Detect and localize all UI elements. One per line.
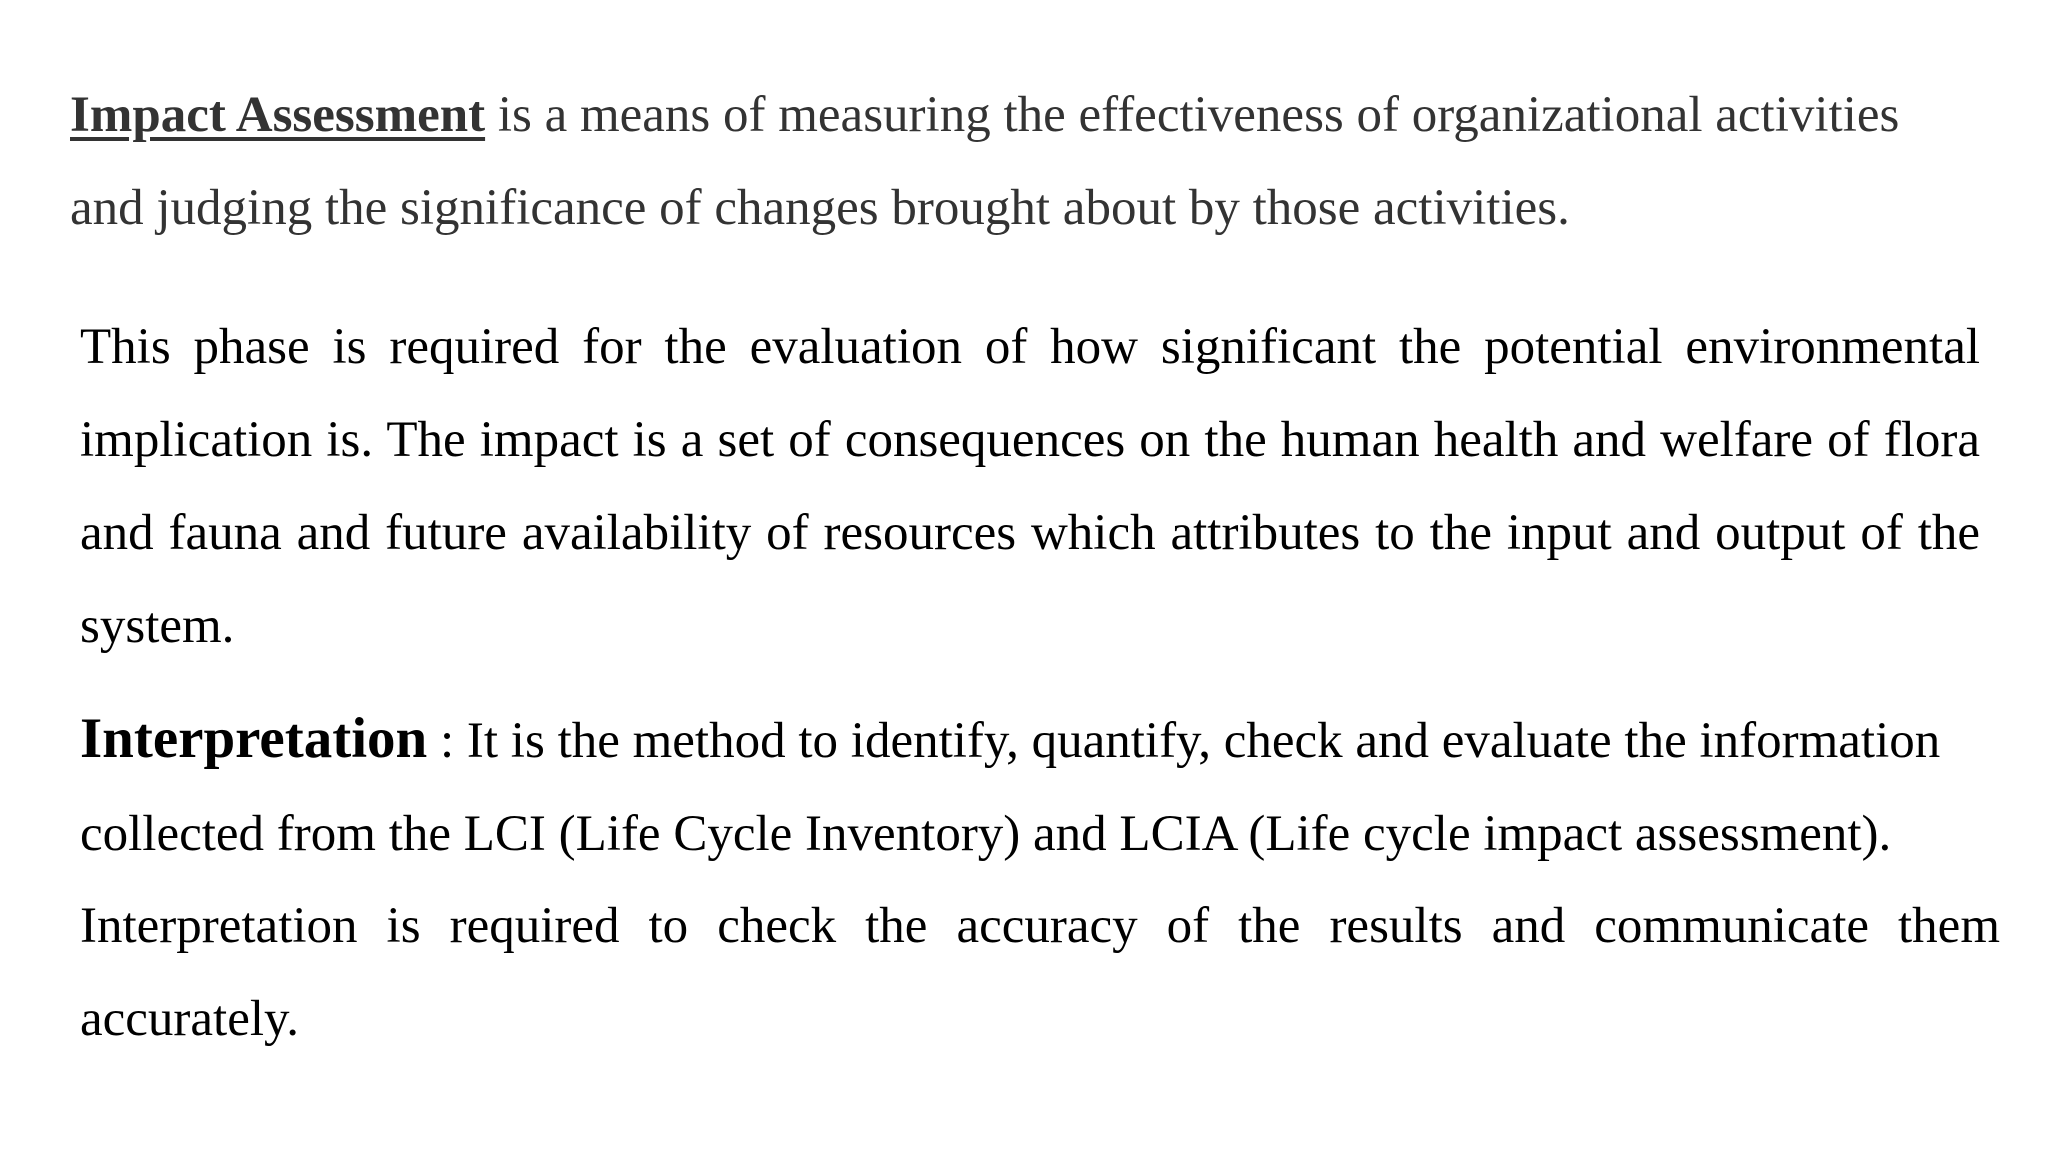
interpretation-paragraph — [80, 692, 2000, 881]
interpretation-note-paragraph: Interpretation is required to check the accuracy of the results and communicate them accurately. — [80, 898, 2000, 1047]
impact-assessment-definition: is a means of measuring the effectiveness of organizational activities and judging the significance of changes brought about by those activities. — [70, 87, 1900, 236]
interpretation-definition: : It is the method to identify, quantify, check and evaluate the information collected from the LCI (Life Cycle Inventory) and LCIA (Life cycle impact assessment). — [80, 713, 1941, 862]
impact-assessment-term: Impact Assessment — [70, 87, 486, 143]
impact-assessment-paragraph — [70, 69, 1980, 255]
phase-description-paragraph: This phase is required for the evaluation of how significant the potential environmental implication is. The impact is a set of consequences on the human health and welfare of flora and fauna and future availability of resources which attributes to the input and output of the system. — [80, 319, 1980, 654]
interpretation-term: Interpretation — [80, 707, 428, 770]
